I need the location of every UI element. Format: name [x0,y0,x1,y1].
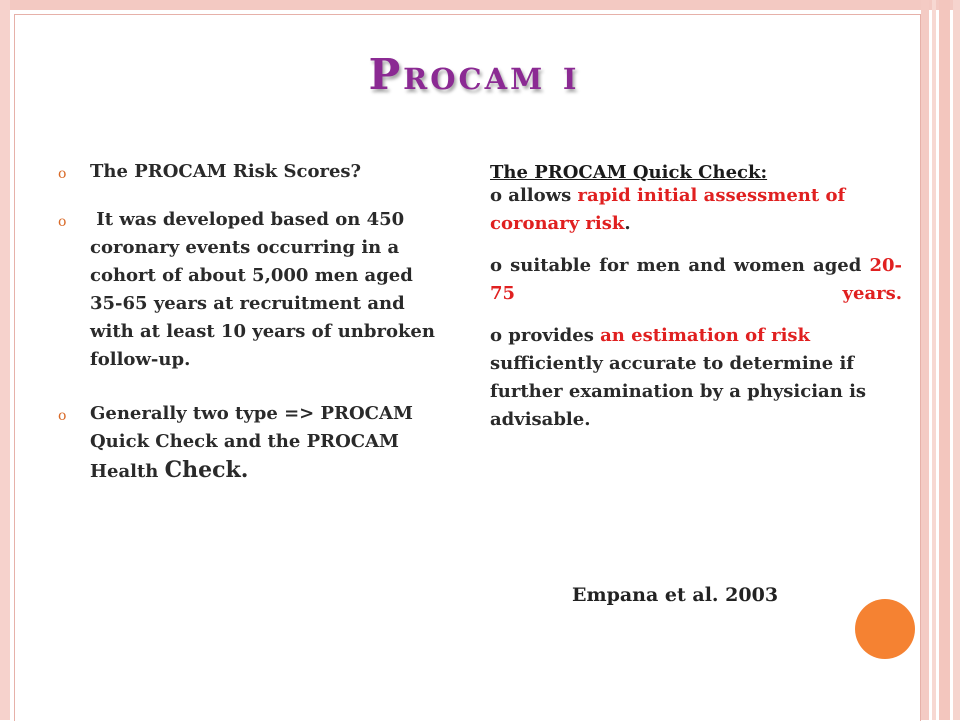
right-item-3-pre: provides [508,325,601,346]
left-item-1 [58,158,438,186]
right-stripe-2 [932,0,936,720]
bullet-icon: o [58,408,67,424]
bullet-icon: o [490,325,503,346]
right-item-3-post: sufficiently accurate to determine if further examination by a physician is advisable. [490,353,867,430]
right-item-3 [490,322,902,434]
right-stripe-1 [921,0,929,720]
bullet-icon: o [58,214,67,230]
citation: Empana et al. 2003 [572,584,779,606]
left-item-3 [58,400,438,486]
left-item-2 [58,206,442,374]
right-item-2-pre: suitable for men and women aged [510,255,870,276]
bullet-icon: o [490,185,503,206]
right-stripe-4 [953,0,960,720]
left-item-3-text: Generally two type => PROCAM Quick Check and the PROCAM Health [90,403,413,482]
right-stripe-3 [939,0,950,720]
slide-title: Procam i [368,50,580,99]
left-item-2-text: It was developed based on 450 coronary events occurring in a cohort of about 5,000 men aged 35-65 years at recruitment and with at least 10 years of unbroken follow-up. [90,209,442,370]
right-item-1-highlight: rapid initial assessment of coronary risk [490,185,846,234]
left-item-3-text-large: Check. [164,457,249,483]
bullet-icon: o [490,255,503,276]
right-item-3-highlight: an estimation of risk [600,325,811,346]
right-item-2 [490,252,902,308]
bullet-icon: o [58,166,67,182]
left-column [58,158,442,486]
right-item-1-pre: allows [508,185,578,206]
right-item-1 [490,182,902,238]
right-column [490,162,902,434]
left-item-1-text: The PROCAM Risk Scores? [90,161,362,182]
quick-check-heading: The PROCAM Quick Check: [490,162,768,183]
right-item-2-highlight: 20-75 years. [490,255,902,304]
top-frame-bar [0,0,960,10]
left-frame-bar [0,0,10,720]
orange-circle-decoration [855,599,915,659]
right-item-1-post: . [624,213,631,234]
